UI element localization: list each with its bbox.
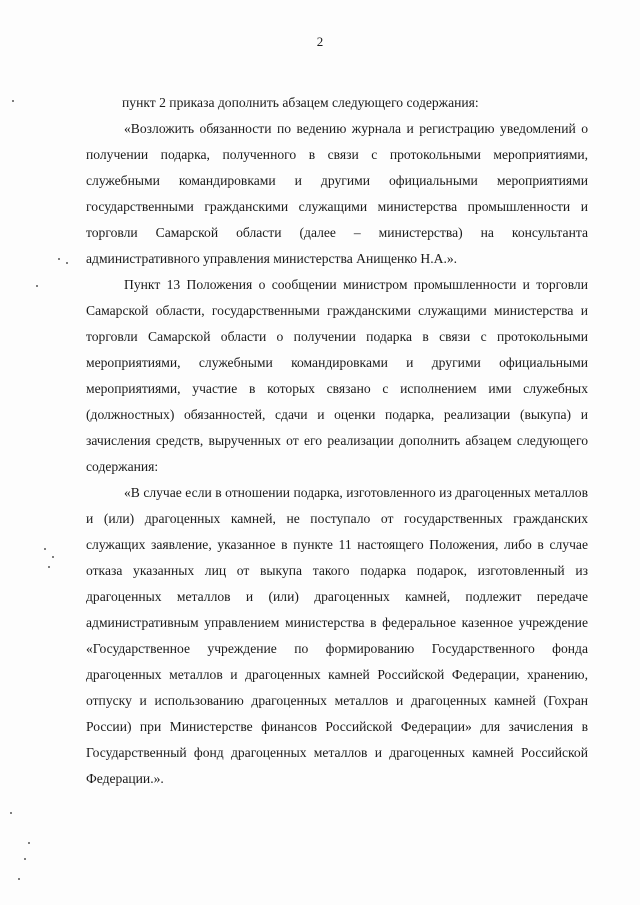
scan-speck — [12, 100, 14, 102]
scan-speck — [58, 258, 60, 260]
scan-speck — [28, 842, 30, 844]
page-number: 2 — [316, 34, 324, 49]
scan-speck — [36, 285, 38, 287]
paragraph-assign-duties: «Возложить обязанности по ведению журнала и регистрацию уведомлений о получении подарка, полученного в связи с протокольными мероприятиями, служебными командировками и другими официальными мероприятиями государственными гражданскими служащими министерства промышленности и торговли Самарской области (далее – министерства) на консультанта административного управления министерства Анищенко Н.А.». — [86, 121, 588, 266]
paragraph-amend-point-13: Пункт 13 Положения о сообщении министром промышленности и торговли Самарской области, государственными гражданскими служащими министерства и торговли Самарской области о получении подарка в связи с протокольными мероприятиями, служебными командировками и другими официальными мероприятиями, участие в которых связано с исполнением ими служебных (должностных) обязанностей, сдачи и оценки подарка, реализации (выкупа) и зачисления средств, вырученных от его реализации дополнить абзацем следующего содержания: — [86, 277, 588, 474]
paragraph-amend-point-2: пункт 2 приказа дополнить абзацем следующего содержания: — [122, 95, 479, 110]
paragraph-precious-metals-gift: «В случае если в отношении подарка, изготовленного из драгоценных металлов и (или) драгоценных камней, не поступало от государственных гражданских служащих заявление, указанное в пункте 11 настоящего Положения, либо в случае отказа указанных лиц от выкупа такого подарка подарок, изготовленный из драгоценных металлов и (или) драгоценных камней, подлежит передаче административным управлением министерства в федеральное казенное учреждение «Государственное учреждение по формированию Государственного фонда драгоценных металлов и драгоценных камней Российской Федерации, хранению, отпуску и использованию драгоценных металлов и драгоценных камней (Гохран России) при Министерстве финансов Российской Федерации» для зачисления в Государственный фонд драгоценных металлов и драгоценных камней Российской Федерации.». — [86, 485, 588, 786]
scan-speck — [18, 878, 20, 880]
scan-speck — [66, 262, 68, 264]
scan-speck — [44, 548, 46, 550]
scan-speck — [24, 858, 26, 860]
document-body — [86, 90, 588, 792]
scan-speck — [10, 812, 12, 814]
scan-speck — [48, 566, 50, 568]
scan-speck — [52, 556, 54, 558]
